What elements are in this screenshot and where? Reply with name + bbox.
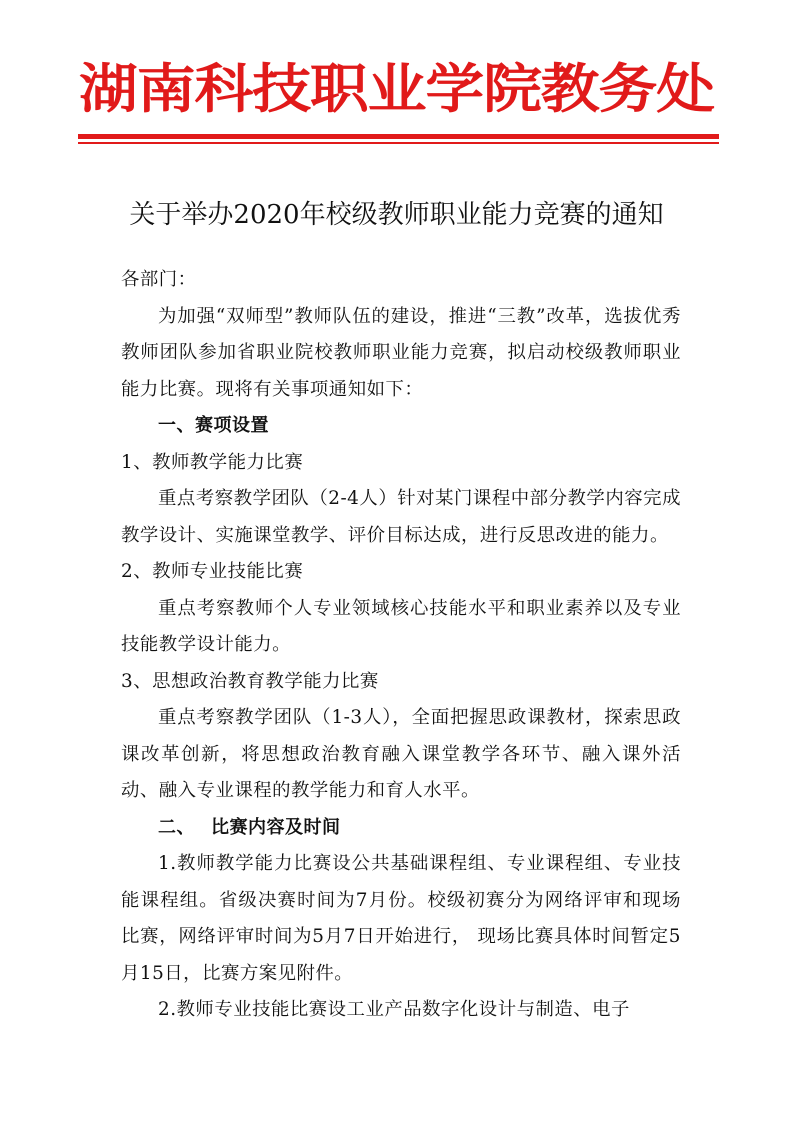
section-title: 比赛内容及时间: [211, 816, 341, 838]
item-heading-3: 3、思想政治教育教学能力比赛: [121, 670, 379, 692]
item-heading-1: 1、教师教学能力比赛: [121, 451, 304, 473]
section2-paragraph-1: 1.教师教学能力比赛设公共基础课程组、专业课程组、专业技能课程组。省级决赛时间为7月份。校级初赛分为网络评审和现场比赛，网络评审时间为5月7日开始进行， 现场比赛具体时间暂定5月15日，比赛方案见附件。: [121, 853, 681, 984]
document-title: 关于举办2020年校级教师职业能力竞赛的通知: [129, 200, 664, 230]
section-heading-1: [121, 408, 681, 445]
section-number: 一、: [158, 415, 195, 436]
intro-paragraph: 为加强“双师型”教师队伍的建设，推进“三教”改革，选拔优秀教师团队参加省职业院校教师职业能力竞赛，拟启动校级教师职业能力比赛。现将有关事项通知如下：: [121, 305, 681, 400]
section-title: 赛项设置: [195, 415, 269, 436]
item-text-1: 重点考察教学团队（2-4人）针对某门课程中部分教学内容完成教学设计、实施课堂教学、评价目标达成，进行反思改进的能力。: [121, 488, 681, 546]
item-heading-2: 2、教师专业技能比赛: [121, 561, 304, 582]
document-body: [121, 262, 681, 1029]
salutation: 各部门：: [121, 269, 197, 290]
header-rule-thin: [78, 142, 719, 144]
header-rule-thick: [78, 134, 719, 139]
section2-paragraph-2: 2.教师专业技能比赛设工业产品数字化设计与制造、电子: [158, 999, 630, 1020]
item-text-2: 重点考察教师个人专业领域核心技能水平和职业素养以及专业技能教学设计能力。: [121, 597, 681, 655]
item-text-3: 重点考察教学团队（1-3人），全面把握思政课教材，探索思政课改革创新，将思想政治教育融入课堂教学各环节、融入课外活动、融入专业课程的教学能力和育人水平。: [121, 707, 681, 801]
section-number: 二、: [158, 816, 195, 838]
section-heading-2: [121, 810, 681, 847]
institution-header: 湖南科技职业学院教务处: [79, 58, 714, 120]
